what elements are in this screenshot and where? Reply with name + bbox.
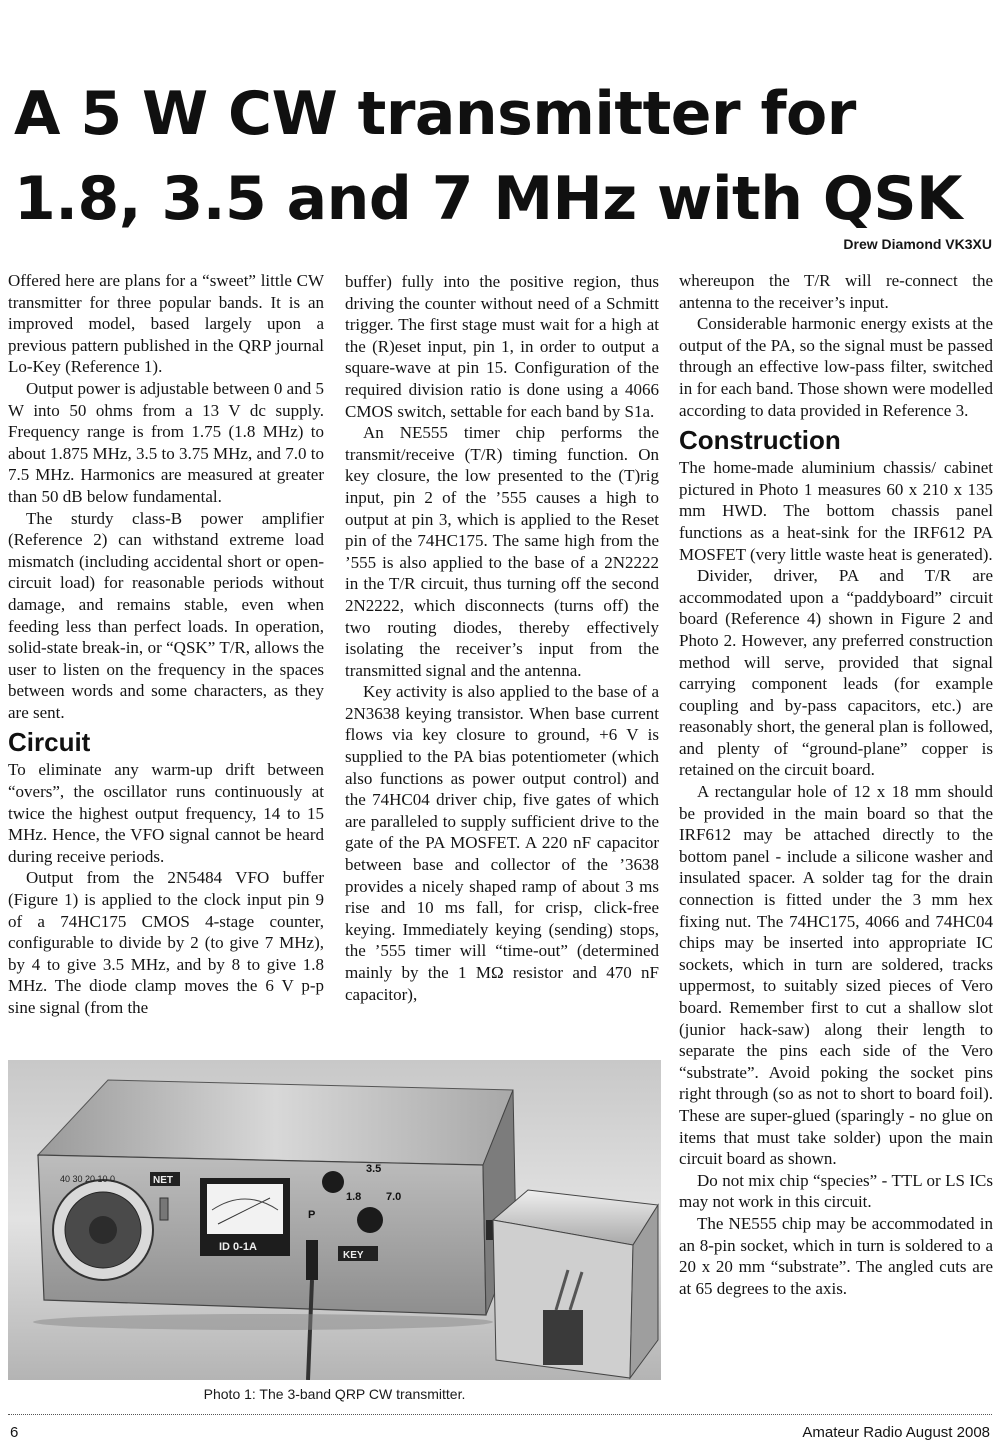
footer-divider [8, 1414, 992, 1415]
band-label-1-8: 1.8 [346, 1191, 362, 1203]
paragraph: The home-made aluminium chassis/ cabinet pictured in Photo 1 measures 60 x 210 x 135 mm HWD. The bottom chassis panel functions as a heat-sink for the IRF612 PA MOSFET (very little waste heat is generated). [679, 458, 993, 564]
paragraph: Offered here are plans for a “sweet” little CW transmitter for three popular bands. It is an improved model, based largely upon a previous pattern published in the QRP journal Lo-Key (Reference 1). [8, 271, 324, 377]
journal-footer: Amateur Radio August 2008 [802, 1424, 990, 1441]
column-3 [679, 270, 993, 1299]
paragraph: The NE555 chip may be accommodated in an 8-pin socket, which in turn is soldered to a 20 x 20 mm “substrate”. The angled cuts are at 65 degrees to the axis. [679, 1213, 993, 1298]
key-label: KEY [343, 1250, 364, 1261]
photo-caption: Photo 1: The 3-band QRP CW transmitter. [203, 1386, 466, 1402]
column-2 [345, 271, 659, 1005]
article-title [14, 72, 994, 242]
paragraph: The sturdy class-B power amplifier (Reference 2) can withstand extreme load mismatch (including accidental short or open-circuit load) for reasonable periods without damage, and remains stable, even when feeding less than perfect loads. In operation, solid-state break-in, or “QSK” T/R, allows the user to listen on the frequency in the spaces between words and some characters, as they are sent. [8, 508, 324, 722]
paragraph: Do not mix chip “species” - TTL or LS ICs may not work in this circuit. [679, 1170, 993, 1212]
section-heading-construction: Construction [679, 425, 841, 456]
paragraph: To eliminate any warm-up drift between “overs”, the oscillator runs continuously at twice the highest output frequency, 14 to 15 MHz. Hence, the VFO signal cannot be heard during receive periods. [8, 760, 324, 866]
band-label-7-0: 7.0 [386, 1191, 402, 1203]
title-line-2: 1.8, 3.5 and 7 MHz with QSK [14, 164, 963, 234]
page-number: 6 [10, 1424, 19, 1441]
key-plug [306, 1240, 318, 1280]
section-heading-circuit: Circuit [8, 727, 91, 758]
title-line-1: A 5 W CW transmitter for [14, 79, 856, 149]
paragraph: A rectangular hole of 12 x 18 mm should be provided in the main board so that the IRF612 may be attached directly to the bottom panel - include a silicone washer and insulated spacer. A solder tag for the drain connection is fitted under the 3 mm hex fixing nut. The 74HC175, 4066 and 74HC04 chips may be inserted into appropriate IC sockets, which in turn are soldered, tracks uppermost, to suitably sized pieces of Vero board. Remember first to cut a shallow slot (junior hack-saw) along their length to separate the pins each side of the Vero “substrate”. Avoid poking the socket pins right through (so as not to short to board foil). These are super-glued (sparingly - no glue on items that must take solder) upon the main circuit board as shown. [679, 782, 993, 1169]
power-label: P [308, 1209, 316, 1221]
paragraph: Divider, driver, PA and T/R are accommodated upon a “paddyboard” circuit board (Reference 4) shown in Figure 2 and Photo 2. However, any preferred construction method will serve, provided that signal carrying component leads (for example coupling and by-pass capacitors, etc.) are reasonably short, the general plan is followed, and plenty of “ground-plane” copper is retained on the circuit board. [679, 566, 993, 780]
paragraph: whereupon the T/R will re-connect the antenna to the receiver’s input. [679, 271, 993, 312]
band-switch-knob [357, 1207, 383, 1233]
paragraph: Output power is adjustable between 0 and 5 W into 50 ohms from a 13 V dc supply. Frequency range is from 1.75 (1.8 MHz) to about 1.875 MHz, 3.5 to 3.75 MHz, and 7.0 to 7.5 MHz. Harmonics are measured at greater than 50 dB below fundamental. [8, 378, 324, 506]
dial-scale-label: 40 30 20 10 0 [60, 1174, 116, 1184]
net-label: NET [153, 1175, 173, 1186]
column-1 [8, 270, 324, 1019]
transmitter-illustration [8, 1060, 661, 1380]
paragraph: buffer) fully into the positive region, thus driving the counter without need of a Schmitt trigger. The first stage must wait for a high at the (R)eset input, pin 1, in order to output a square-wave at pin 15. Configuration of the required division ratio is done using a 4066 CMOS switch, settable for each band by S1a. [345, 272, 659, 421]
meter-label: ID 0-1A [219, 1241, 257, 1253]
paragraph: Considerable harmonic energy exists at the output of the PA, so the signal must be passed through an effective low-pass filter, switched in for each band. Those shown were modelled according to data provided in Reference 3. [679, 314, 993, 420]
transmitter-photo [8, 1060, 661, 1380]
paragraph: An NE555 timer chip performs the transmit/receive (T/R) timing function. On key closure, the low presented to the (T)rig input, pin 2 of the ’555 causes a high to output at pin 3, which is applied to the Reset pin of the 74HC175. The same high from the ’555 is also applied to the base of a 2N2222 in the T/R circuit, thus turning off the second 2N2222, which disconnects (turns off) the two routing diodes, thereby effectively isolating the receiver’s input from the transmitted signal and the antenna. [345, 423, 659, 680]
paragraph: Output from the 2N5484 VFO buffer (Figure 1) is applied to the clock input pin 9 of a 74HC175 CMOS 4-stage counter, configurable to divide by 2 (to give 7 MHz), by 4 to give 3.5 MHz, and by 8 to give 1.8 MHz. The diode clamp moves the 6 V p-p sine signal (from the [8, 868, 324, 1017]
author-byline: Drew Diamond VK3XU [843, 236, 992, 252]
power-knob [322, 1171, 344, 1193]
paragraph: Key activity is also applied to the base of a 2N3638 keying transistor. When base current flows via key closure to ground, +6 V is supplied to the PA bias potentiometer (which also functions as power output control) and the 74HC04 driver chip, five gates of which are paralleled to supply sufficient drive to the gate of the PA MOSFET. A 220 nF capacitor between base and collector of the ’3638 provides a nicely shaped ramp of about 3 ms rise and 10 ms fall, for crisp, click-free keying. Immediately keying (sending) stops, the ’555 timer will “time-out” (determined mainly by the 1 MΩ resistor and 470 nF capacitor), [345, 682, 659, 1004]
band-label-3-5: 3.5 [366, 1163, 382, 1175]
